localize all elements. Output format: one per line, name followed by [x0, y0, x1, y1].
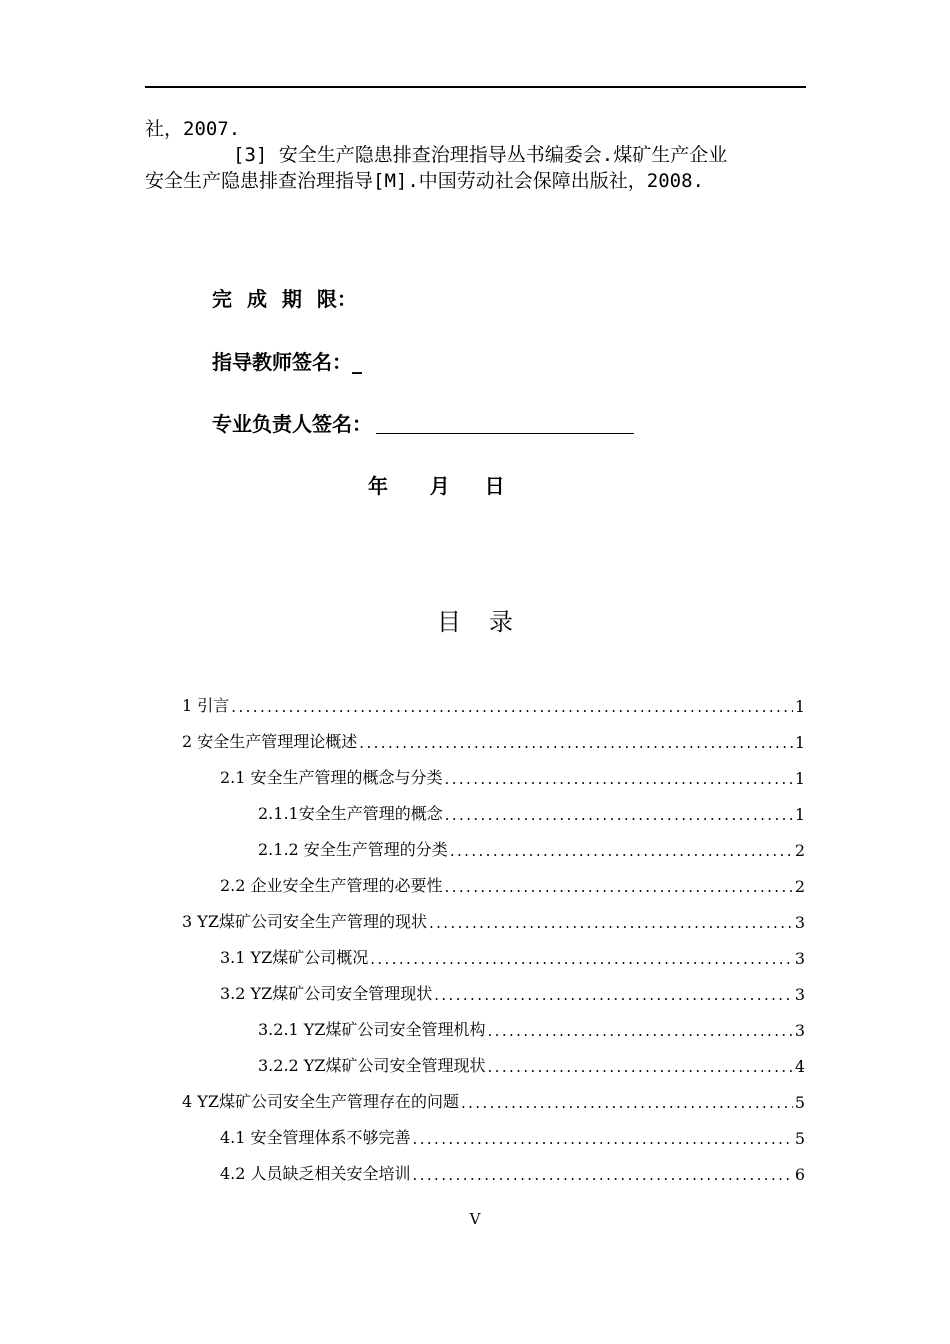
header-rule	[145, 86, 806, 88]
toc-entry-page: 2	[794, 877, 805, 896]
toc-entry[interactable]	[220, 758, 805, 788]
toc-leader-dots	[445, 806, 793, 824]
toc-entry-label: 4.2 人员缺乏相关安全培训	[220, 1164, 411, 1183]
reference-line-1: 社，2007.	[145, 118, 241, 140]
toc-entry-page: 5	[794, 1093, 805, 1112]
toc-entry[interactable]	[182, 722, 805, 752]
day-label: 日	[484, 474, 505, 498]
toc-entry-page: 3	[794, 1021, 805, 1040]
advisor-signature-text: 指导教师签名：_	[212, 350, 362, 374]
toc-entry-page: 3	[794, 985, 805, 1004]
toc-leader-dots	[461, 1094, 793, 1112]
date-line	[368, 470, 505, 499]
month-label: 月	[429, 474, 450, 498]
toc-leader-dots	[231, 698, 793, 716]
toc-entry[interactable]	[182, 902, 805, 932]
toc-entry[interactable]	[258, 1046, 805, 1076]
toc-entry-page: 1	[794, 769, 805, 788]
toc-entry-page: 4	[794, 1057, 805, 1076]
toc-leader-dots	[450, 842, 793, 860]
reference-line-3: 安全生产隐患排查治理指导[M].中国劳动社会保障出版社，2008.	[145, 170, 704, 192]
toc-entry-page: 6	[794, 1165, 805, 1184]
toc-entry-label: 3.2.2 YZ煤矿公司安全管理现状	[258, 1056, 486, 1075]
toc-leader-dots	[429, 914, 793, 932]
reference-line-2: [3] 安全生产隐患排查治理指导丛书编委会.煤矿生产企业	[233, 144, 728, 166]
toc-entry-label: 3 YZ煤矿公司安全生产管理的现状	[182, 912, 427, 931]
toc-entry-page: 1	[794, 805, 805, 824]
signature-underline	[376, 433, 634, 434]
toc-entry-label: 2.1.1安全生产管理的概念	[258, 804, 443, 823]
toc-entry[interactable]	[182, 1082, 805, 1112]
toc-leader-dots	[370, 950, 793, 968]
toc-entry-label: 2.2 企业安全生产管理的必要性	[220, 876, 443, 895]
head-signature-label	[212, 408, 634, 437]
toc-entry-label: 1 引言	[182, 696, 230, 715]
toc-entry[interactable]	[220, 974, 805, 1004]
toc-entry-page: 2	[794, 841, 805, 860]
head-signature-text: 专业负责人签名：	[212, 412, 372, 436]
toc-entry[interactable]	[220, 1118, 805, 1148]
toc-leader-dots	[487, 1022, 792, 1040]
toc-entry[interactable]	[220, 866, 805, 896]
toc-entry-label: 3.1 YZ煤矿公司概况	[220, 948, 369, 967]
toc-entry[interactable]	[258, 830, 805, 860]
page-number: V	[469, 1210, 481, 1228]
toc-leader-dots	[434, 986, 793, 1004]
toc-entry-label: 4 YZ煤矿公司安全生产管理存在的问题	[182, 1092, 459, 1111]
toc-entry-label: 4.1 安全管理体系不够完善	[220, 1128, 411, 1147]
toc-entry-label: 2.1 安全生产管理的概念与分类	[220, 768, 443, 787]
toc-leader-dots	[413, 1130, 793, 1148]
advisor-signature-label	[212, 346, 362, 375]
toc-entry-page: 3	[794, 949, 805, 968]
completion-deadline-label	[212, 283, 357, 312]
toc-entry[interactable]	[220, 938, 805, 968]
toc-entry-page: 1	[794, 697, 805, 716]
toc-entry[interactable]	[182, 686, 805, 716]
toc-leader-dots	[359, 734, 793, 752]
toc-leader-dots	[413, 1166, 793, 1184]
toc-entry-label: 3.2 YZ煤矿公司安全管理现状	[220, 984, 433, 1003]
toc-entry-page: 5	[794, 1129, 805, 1148]
toc-leader-dots	[445, 878, 793, 896]
toc-leader-dots	[445, 770, 793, 788]
completion-deadline-text: 完 成 期 限：	[212, 287, 357, 311]
toc-entry-label: 2.1.2 安全生产管理的分类	[258, 840, 448, 859]
toc-entry-label: 3.2.1 YZ煤矿公司安全管理机构	[258, 1020, 486, 1039]
toc-entry-page: 1	[794, 733, 805, 752]
toc-entry-page: 3	[794, 913, 805, 932]
toc-leader-dots	[487, 1058, 792, 1076]
toc-entry[interactable]	[258, 1010, 805, 1040]
toc-title: 目录	[437, 608, 541, 636]
toc-entry[interactable]	[220, 1154, 805, 1184]
toc-entry-label: 2 安全生产管理理论概述	[182, 732, 358, 751]
year-label: 年	[368, 474, 388, 498]
toc-entry[interactable]	[258, 794, 805, 824]
